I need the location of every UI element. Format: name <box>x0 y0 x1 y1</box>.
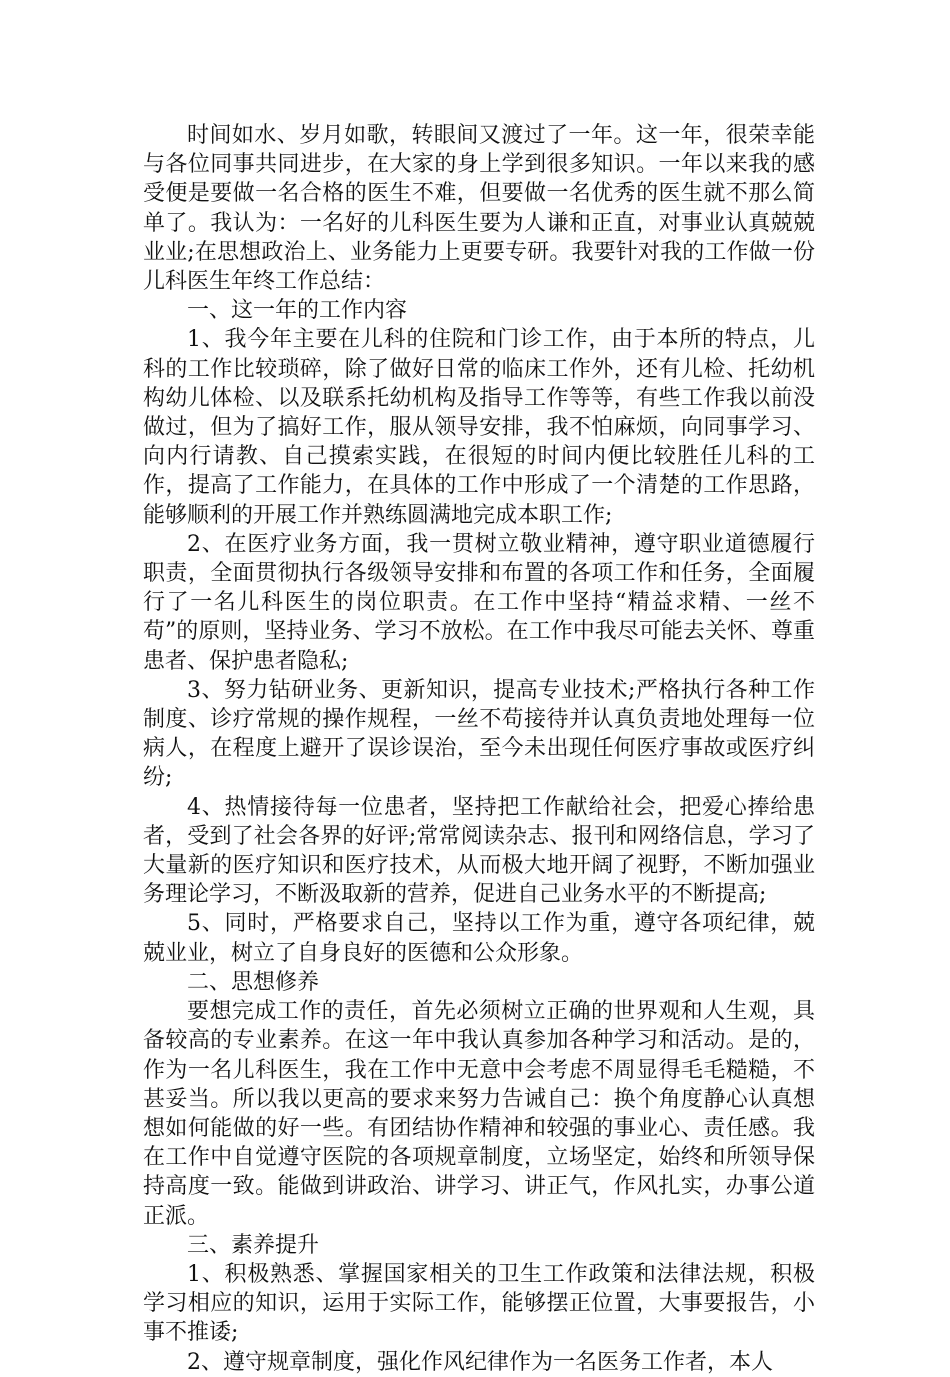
work-item-3: 3、努力钻研业务、更新知识，提高专业技术;严格执行各种工作制度、诊疗常规的操作规程，一丝不苟接待并认真负责地处理每一位病人，在程度上避开了误诊误治，至今未出现任何医疗事故或医疗纠纷; <box>143 677 815 791</box>
section-heading-work: 一、这一年的工作内容 <box>187 298 408 324</box>
work-item-1: 1、我今年主要在儿科的住院和门诊工作，由于本所的特点，儿科的工作比较琐碎，除了做好日常的临床工作外，还有儿检、托幼机构幼儿体检、以及联系托幼机构及指导工作等等，有些工作我以前没做过，但为了搞好工作，服从领导安排，我不怕麻烦，向同事学习、向内行请教、自己摸索实践，在很短的时间内便比较胜任儿科的工作，提高了工作能力，在具体的工作中形成了一个清楚的工作思路，能够顺利的开展工作并熟练圆满地完成本职工作; <box>143 327 815 528</box>
work-item-5: 5、同时，严格要求自己，坚持以工作为重，遵守各项纪律，兢兢业业，树立了自身良好的医德和公众形象。 <box>143 911 815 966</box>
improvement-item-1: 1、积极熟悉、掌握国家相关的卫生工作政策和法律法规，积极学习相应的知识，运用于实际工作，能够摆正位置，大事要报告，小事不推诿; <box>143 1261 815 1346</box>
section-heading-improvement: 三、素养提升 <box>187 1232 320 1258</box>
intro-paragraph: 时间如水、岁月如歌，转眼间又渡过了一年。这一年，很荣幸能与各位同事共同进步，在大家的身上学到很多知识。一年以来我的感受便是要做一名合格的医生不难，但要做一名优秀的医生就不那么简单了。我认为：一名好的儿科医生要为人谦和正直，对事业认真兢兢业业;在思想政治上、业务能力上更要专研。我要针对我的工作做一份儿科医生年终工作总结： <box>143 123 815 295</box>
work-item-2: 2、在医疗业务方面，我一贯树立敬业精神，遵守职业道德履行职责，全面贯彻执行各级领导安排和布置的各项工作和任务，全面履行了一名儿科医生的岗位职责。在工作中坚持“精益求精、一丝不苟”的原则，坚持业务、学习不放松。在工作中我尽可能去关怀、尊重患者、保护患者隐私; <box>143 531 815 674</box>
thought-paragraph: 要想完成工作的责任，首先必须树立正确的世界观和人生观，具备较高的专业素养。在这一年中我认真参加各种学习和活动。是的，作为一名儿科医生，我在工作中无意中会考虑不周显得毛毛糙糙，不甚妥当。所以我以更高的要求来努力告诫自己：换个角度静心认真想想如何能做的好一些。有团结协作精神和较强的事业心、责任感。我在工作中自觉遵守医院的各项规章制度，立场坚定，始终和所领导保持高度一致。能做到讲政治、讲学习、讲正气，作风扎实，办事公道正派。 <box>143 999 815 1229</box>
document-body <box>143 121 815 1377</box>
section-heading-thought: 二、思想修养 <box>187 969 320 995</box>
work-item-4: 4、热情接待每一位患者，坚持把工作献给社会，把爱心捧给患者，受到了社会各界的好评;常常阅读杂志、报刊和网络信息，学习了大量新的医疗知识和医疗技术，从而极大地开阔了视野，不断加强业务理论学习，不断汲取新的营养，促进自己业务水平的不断提高; <box>143 794 815 908</box>
improvement-item-2: 2、遵守规章制度，强化作风纪律作为一名医务工作者，本人 <box>187 1349 773 1375</box>
